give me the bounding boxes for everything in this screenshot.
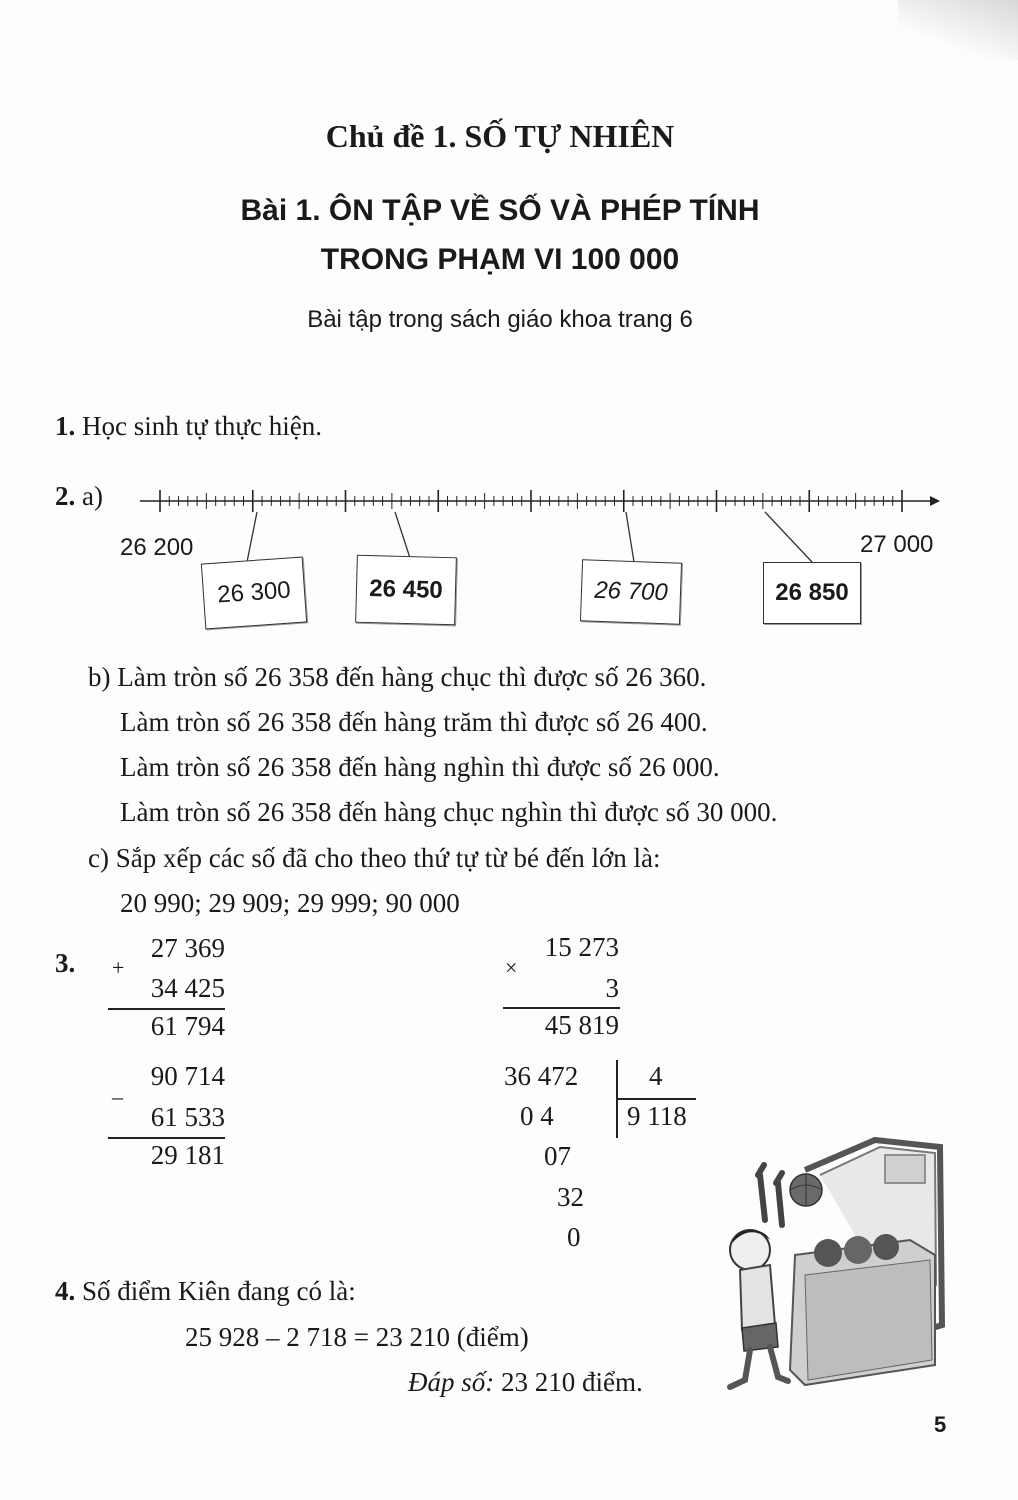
topic-title: Chủ đề 1. SỐ TỰ NHIÊN (325, 118, 675, 154)
part-c-answer: 20 990; 29 909; 29 999; 90 000 (120, 888, 460, 918)
exercise-1 (55, 411, 322, 442)
lesson-title-line2: TRONG PHẠM VI 100 000 (320, 243, 680, 276)
answer-value: 23 210 điểm. (501, 1367, 643, 1397)
subtraction-rule (108, 1137, 225, 1139)
connector-26300 (247, 512, 257, 562)
addend-2: 34 425 (150, 973, 225, 1003)
divisor: 4 (649, 1061, 663, 1091)
part-c-label: c) (88, 843, 109, 873)
multiplication-rule (503, 1007, 620, 1009)
exercise-number: 1. (55, 411, 76, 441)
addend-1: 27 369 (150, 933, 225, 963)
multiplicand: 15 273 (544, 932, 619, 962)
boy-legs (730, 1347, 788, 1387)
part-b-line-4: Làm tròn số 26 358 đến hàng chục nghìn thì được số 30 000. (120, 797, 778, 827)
multiplier: 3 (605, 973, 619, 1003)
subtitle: Bài tập trong sách giáo khoa trang 6 (307, 306, 693, 333)
division-step-2: 07 (544, 1141, 571, 1171)
division-step-1: 0 4 (520, 1101, 554, 1131)
ball-in-machine (844, 1236, 872, 1264)
exercise-number: 4. (55, 1276, 76, 1306)
card-26850: 26 850 (763, 562, 861, 624)
difference-result: 29 181 (150, 1140, 225, 1170)
exercise-text: Số điểm Kiên đang có là: (82, 1276, 356, 1306)
minuend: 90 714 (150, 1061, 225, 1091)
page-number: 5 (934, 1412, 947, 1437)
boy-shirt (740, 1265, 775, 1330)
answer-label: Đáp số: (408, 1367, 495, 1397)
exercise-text: Học sinh tự thực hiện. (82, 411, 322, 441)
card-26300: 26 300 (201, 557, 307, 630)
division-horizontal-rule (616, 1098, 696, 1100)
lesson-title-line1: Bài 1. ÔN TẬP VỀ SỐ VÀ PHÉP TÍNH (240, 194, 760, 227)
quotient: 9 118 (627, 1101, 687, 1131)
part-c-line: c) Sắp xếp các số đã cho theo thứ tự từ bé đến lớn là: (88, 843, 661, 873)
machine-panel (885, 1155, 925, 1183)
connector-26850 (765, 512, 812, 562)
number-line-end-label: 27 000 (860, 531, 934, 558)
division-step-3: 32 (557, 1182, 584, 1212)
exercise-4 (55, 1276, 356, 1307)
ball-in-machine (814, 1239, 842, 1267)
part-b-line-3: Làm tròn số 26 358 đến hàng nghìn thì được số 26 000. (120, 752, 720, 782)
exercise-4-answer (408, 1367, 643, 1398)
connector-26450 (395, 512, 410, 558)
division-step-4: 0 (567, 1222, 581, 1252)
times-sign: × (505, 955, 518, 980)
part-a-label: a) (82, 481, 103, 511)
sum-result: 61 794 (150, 1011, 225, 1041)
plus-sign: + (112, 955, 125, 980)
part-b-label: b) (88, 662, 111, 692)
page-edge-shadow (898, 0, 1018, 60)
addition-rule (108, 1008, 225, 1010)
boy-arm-left (758, 1165, 765, 1220)
number-line-start-label: 26 200 (120, 534, 194, 561)
ball-in-machine (873, 1234, 899, 1260)
boy-basketball-illustration (710, 1135, 950, 1400)
minus-sign: – (112, 1084, 123, 1109)
exercise-4-equation: 25 928 – 2 718 = 23 210 (điểm) (185, 1322, 529, 1352)
exercise-3-number: 3. (55, 948, 76, 978)
part-b-line-2: Làm tròn số 26 358 đến hàng trăm thì được số 26 400. (120, 707, 708, 737)
card-26700: 26 700 (580, 559, 682, 624)
product-result: 45 819 (544, 1010, 619, 1040)
boy-arm-right (776, 1173, 782, 1225)
connector-26700 (626, 512, 634, 562)
exercise-number: 2. (55, 481, 76, 511)
dividend: 36 472 (504, 1061, 579, 1091)
machine-front (805, 1260, 932, 1380)
card-26450: 26 450 (355, 555, 457, 626)
part-b-line-1: b) Làm tròn số 26 358 đến hàng chục thì được số 26 360. (88, 662, 707, 692)
subtrahend: 61 533 (150, 1102, 225, 1132)
